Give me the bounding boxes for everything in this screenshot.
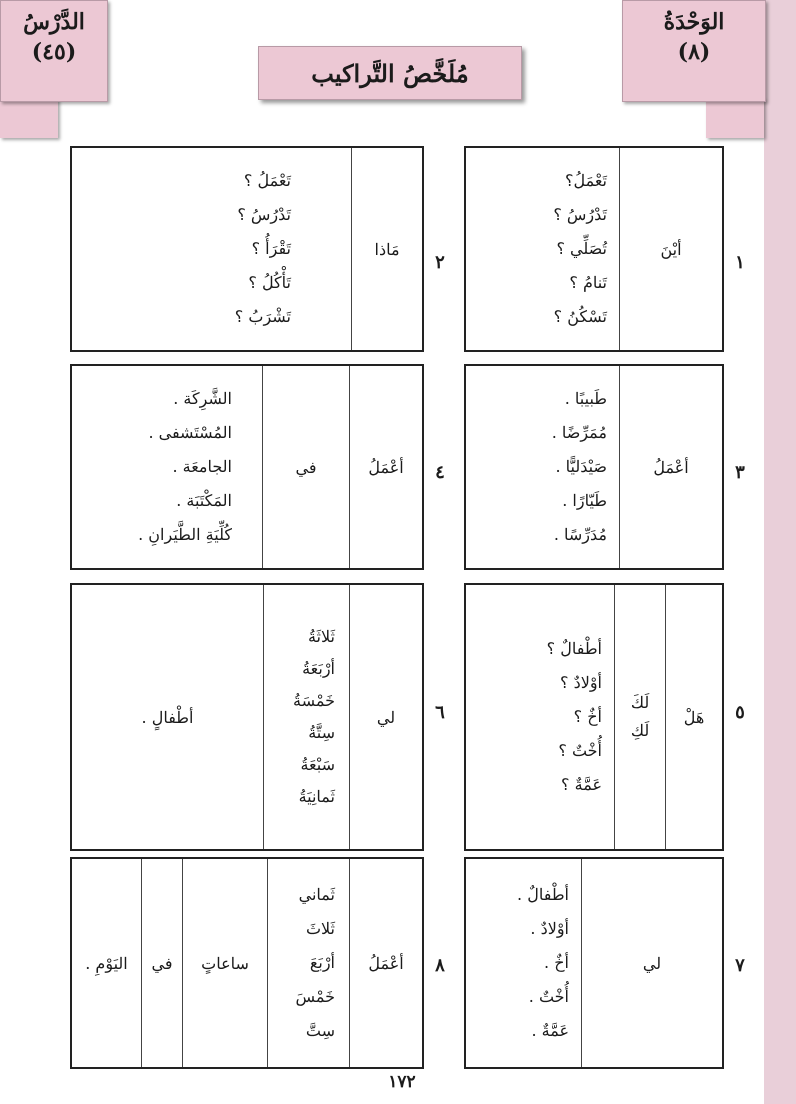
table-cell: [619, 366, 722, 568]
structure-table-4: [70, 364, 424, 570]
block-number: ٥: [735, 702, 745, 723]
cell-text: عَمَّةٌ ؟: [561, 775, 602, 794]
cell-text: أرْبَعَةُ: [302, 659, 335, 678]
table-cell: [182, 859, 267, 1067]
unit-tab-step: [706, 98, 764, 138]
unit-tab: [622, 0, 766, 102]
table-cell: [263, 585, 349, 849]
table-cell: [619, 148, 722, 350]
cell-text: مَاذا: [374, 239, 400, 259]
cell-text: عَمَّةٌ .: [531, 1021, 569, 1040]
table-cell: [614, 585, 665, 849]
unit-label: الوَحْدَةُ: [663, 9, 725, 35]
cell-text: خَمْسَةُ: [293, 691, 335, 710]
cell-text: أُخْتٌ ؟: [558, 741, 602, 760]
table-cell: [72, 366, 262, 568]
cell-text: في: [295, 457, 317, 477]
block-number: ٧: [735, 955, 745, 976]
cell-text: تَعْمَلُ؟: [564, 171, 607, 190]
cell-text: تَشْرَبُ ؟: [234, 307, 291, 326]
table-cell: [351, 148, 422, 350]
cell-text: لي: [376, 707, 396, 727]
cell-text: ثَماني: [298, 885, 335, 904]
cell-text: تَدْرُسُ ؟: [553, 205, 607, 224]
cell-text: تَنامُ ؟: [569, 273, 607, 292]
cell-text: تَقْرَأُ ؟: [251, 239, 291, 258]
cell-text: أعْمَلُ: [653, 457, 689, 477]
cell-text: مُمَرِّضًا .: [551, 423, 607, 442]
cell-text: لي: [642, 953, 662, 973]
cell-text: أوْلادٌ .: [530, 919, 569, 938]
cell-text: المُسْتَشفى .: [148, 423, 232, 442]
table-cell: [262, 366, 349, 568]
cell-text: في: [151, 953, 173, 973]
structure-table-5: [464, 583, 724, 851]
block-number: ٢: [435, 252, 445, 273]
structure-table-7: [464, 857, 724, 1069]
cell-text: تُصَلِّي ؟: [556, 239, 607, 258]
margin-strip: [764, 130, 796, 1104]
cell-text: أعْمَلُ: [368, 457, 404, 477]
cell-text: أخٌ .: [544, 953, 569, 972]
structure-table-6: [70, 583, 424, 851]
cell-text: أطْفالٌ ؟: [546, 639, 602, 658]
cell-text: مُدَرِّسًا .: [553, 525, 607, 544]
cell-text: المَكْتَبَة .: [176, 491, 232, 510]
cell-text: تَعْمَلُ ؟: [243, 171, 291, 190]
cell-text: كُلِّيَةِ الطَّيَرانِ .: [138, 525, 232, 544]
block-number: ٣: [735, 462, 745, 483]
table-cell: [72, 148, 351, 350]
cell-text: سِتَّةُ: [308, 723, 335, 742]
cell-text: أعْمَلُ: [368, 953, 404, 973]
cell-text: تَسْكُنُ ؟: [553, 307, 607, 326]
block-number: ١: [735, 252, 745, 273]
cell-text: تَدْرُسُ ؟: [237, 205, 291, 224]
table-cell: [466, 148, 619, 350]
cell-text: أطْفالٌ .: [517, 885, 569, 904]
block-number: ٨: [435, 955, 445, 976]
lesson-tab: [0, 0, 108, 102]
structure-table-3: [464, 364, 724, 570]
cell-text: ثَلاثَ: [305, 919, 335, 938]
lesson-label: الدَّرْسُ: [23, 9, 85, 35]
cell-text: طَيّارًا .: [562, 491, 607, 510]
page-title: مُلَخَّصُ التَّراكيب: [258, 46, 522, 100]
table-cell: [349, 859, 422, 1067]
cell-text: هَلْ: [683, 707, 705, 727]
table-cell: [72, 859, 141, 1067]
cell-text: أرْبَعَ: [309, 953, 335, 972]
cell-text: صَيْدَليًّا .: [555, 457, 607, 476]
cell-text: أطْفالٍ .: [141, 707, 194, 727]
cell-text: ساعاتٍ: [201, 953, 249, 973]
cell-text: أيْنَ: [660, 239, 682, 259]
table-cell: [581, 859, 722, 1067]
table-cell: [466, 859, 581, 1067]
cell-text: سِتَّ: [305, 1021, 335, 1040]
cell-text: خَمْسَ: [295, 987, 335, 1006]
cell-text: اليَوْمِ .: [85, 953, 128, 973]
block-number: ٦: [435, 702, 445, 723]
cell-text: ثَلاثَةُ: [307, 627, 335, 646]
table-cell: [349, 366, 422, 568]
cell-text: تَأْكُلُ ؟: [248, 273, 291, 292]
cell-text: طَبيبًا .: [564, 389, 607, 408]
table-cell: [141, 859, 182, 1067]
cell-text: لَكِ: [630, 721, 650, 740]
cell-text: الشَّرِكَة .: [173, 389, 232, 408]
page-number: ١٧٢: [388, 1072, 416, 1092]
table-cell: [349, 585, 422, 849]
cell-text: سَبْعَةُ: [300, 755, 335, 774]
structure-table-1: [464, 146, 724, 352]
cell-text: أخٌ ؟: [573, 707, 602, 726]
table-cell: [466, 585, 614, 849]
lesson-tab-step: [0, 98, 58, 138]
cell-text: أُخْتٌ .: [528, 987, 569, 1006]
table-cell: [267, 859, 349, 1067]
lesson-number: (٤٥): [31, 39, 77, 65]
table-cell: [72, 585, 263, 849]
cell-text: ثَمانِيَةُ: [298, 787, 335, 806]
cell-text: لَكَ: [630, 693, 650, 712]
block-number: ٤: [435, 462, 445, 483]
cell-text: الجامعَة .: [172, 457, 232, 476]
cell-text: أوْلادٌ ؟: [560, 673, 602, 692]
table-cell: [466, 366, 619, 568]
structure-table-2: [70, 146, 424, 352]
table-cell: [665, 585, 722, 849]
unit-number: (٨): [677, 39, 711, 65]
structure-table-8: [70, 857, 424, 1069]
